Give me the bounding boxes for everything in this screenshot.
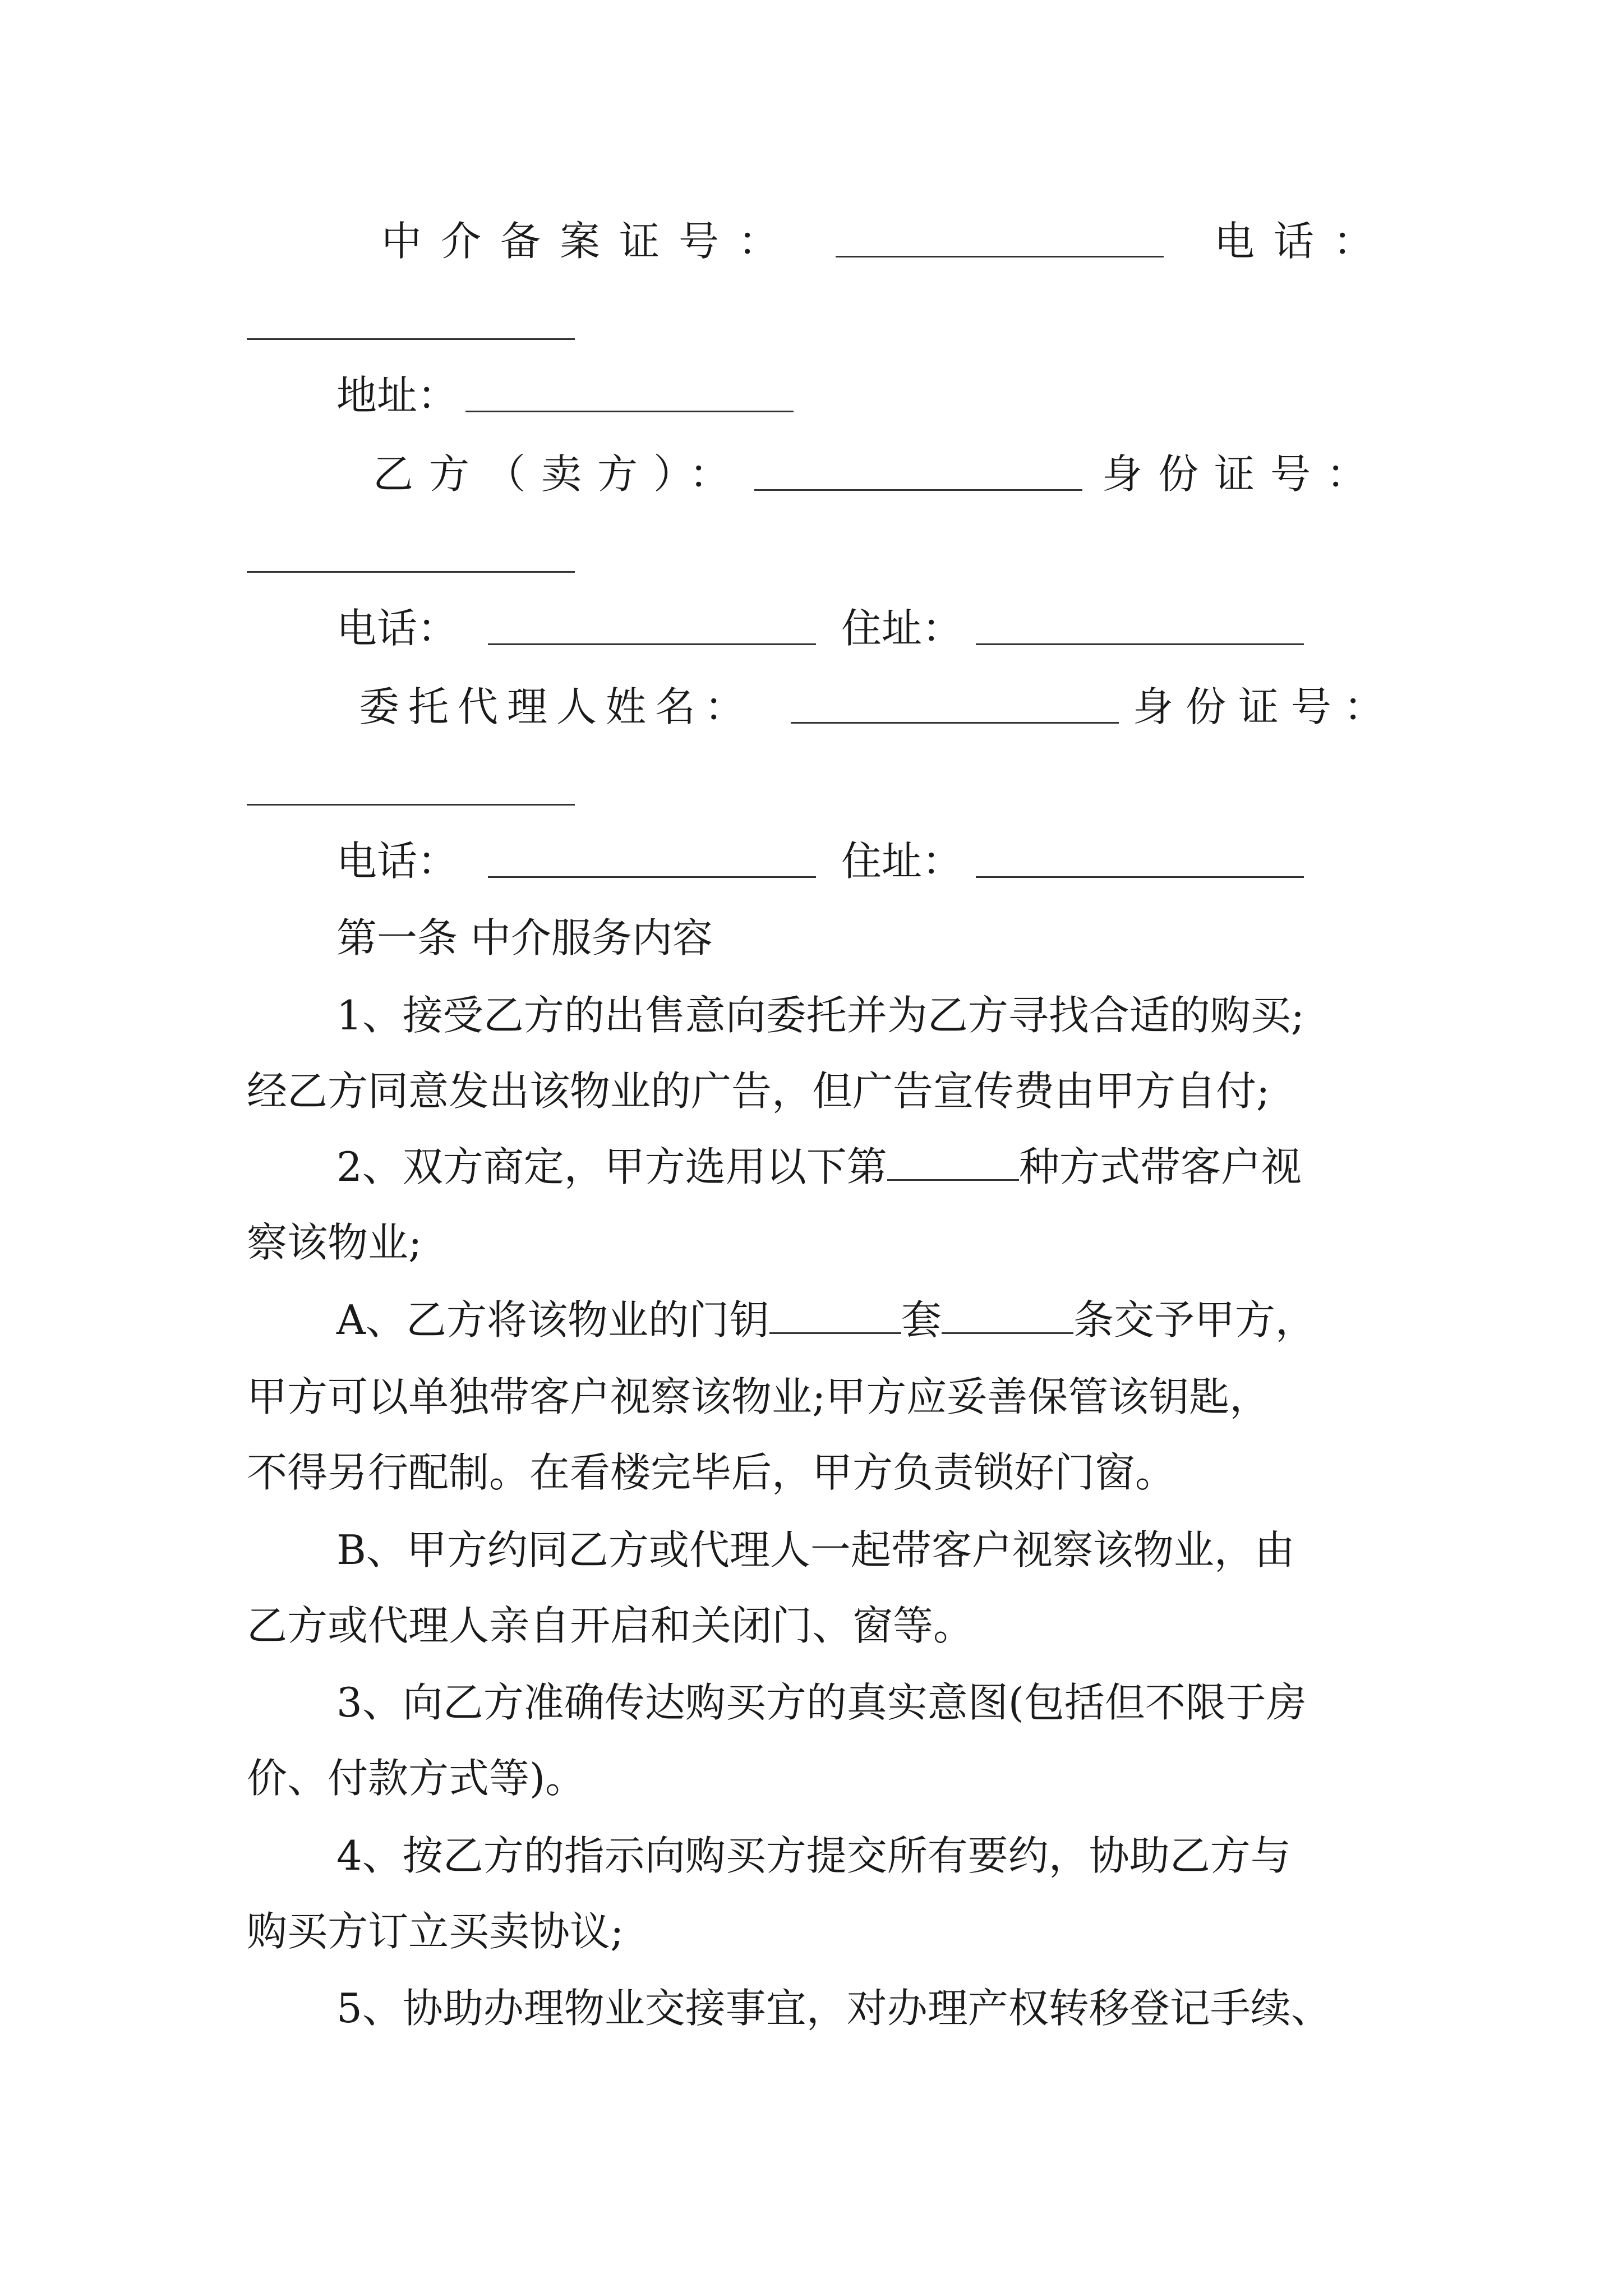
agent-residence-row (841, 833, 962, 889)
agent-phone-row (336, 833, 458, 889)
item-a-keys-field[interactable] (942, 1292, 1073, 1334)
seller-name-field[interactable] (754, 449, 1082, 491)
item-a-text-b: 套 (901, 1296, 942, 1343)
agency-phone-field[interactable] (247, 338, 575, 340)
item-1-line-2: 经乙方同意发出该物业的广告，但广告宣传费由甲方自付; (247, 1068, 1270, 1115)
seller-residence-row (841, 600, 962, 656)
item-a-text-a: A、乙方将该物业的门钥 (336, 1296, 769, 1343)
item-a-sets-field[interactable] (769, 1292, 901, 1334)
item-2-text-a: 2、双方商定，甲方选用以下第 (336, 1143, 887, 1190)
seller-residence-label: 住址： (841, 605, 963, 652)
item-2-line-1 (336, 1139, 1302, 1195)
agent-id-row (1133, 679, 1396, 735)
item-5-line-1: 5、协助办理物业交接事宜，对办理产权转移登记手续、 (336, 1985, 1331, 2032)
item-1-line-1: 1、接受乙方的出售意向委托并为乙方寻找合适的购买; (336, 992, 1305, 1039)
seller-id-field[interactable] (247, 571, 575, 573)
item-a-text-c: 条交予甲方， (1073, 1296, 1316, 1343)
item-3-line-2: 价、付款方式等)。 (247, 1755, 586, 1802)
address-label: 地址： (336, 372, 458, 419)
item-a-line-3: 不得另行配制。在看楼完毕后，甲方负责锁好门窗。 (247, 1449, 1176, 1496)
seller-phone-field[interactable] (488, 603, 816, 645)
item-a-line-2: 甲方可以单独带客户视察该物业;甲方应妥善保管该钥匙， (247, 1373, 1270, 1420)
agent-residence-field[interactable] (976, 836, 1304, 878)
agency-record-row (381, 213, 797, 269)
seller-id-row (1102, 446, 1382, 502)
agent-id-field[interactable] (247, 804, 575, 806)
item-a-line-1 (336, 1292, 1316, 1348)
item-3-line-1: 3、向乙方准确传达购买方的真实意图(包括但不限于房 (336, 1679, 1307, 1726)
agency-record-label: 中介备案证号： (381, 218, 798, 265)
agency-phone-label: 电话： (1214, 218, 1393, 265)
agent-name-field[interactable] (791, 682, 1119, 724)
agent-residence-label: 住址： (841, 838, 963, 885)
seller-row (373, 446, 745, 502)
seller-residence-field[interactable] (976, 603, 1304, 645)
seller-phone-label: 电话： (336, 605, 458, 652)
agent-phone-field[interactable] (488, 836, 816, 878)
agent-phone-label: 电话： (336, 838, 458, 885)
agent-name-label: 委托代理人姓名： (359, 683, 754, 730)
item-b-line-1: B、甲方约同乙方或代理人一起带客户视察该物业，由 (336, 1526, 1295, 1573)
item-4-line-2: 购买方订立买卖协议; (247, 1908, 624, 1955)
address-field[interactable] (465, 370, 794, 412)
article-1-title: 第一条 中介服务内容 (336, 914, 713, 961)
agency-record-field[interactable] (836, 215, 1164, 257)
agent-row (359, 679, 754, 735)
seller-phone-row (336, 600, 458, 656)
seller-id-label: 身份证号： (1102, 450, 1383, 498)
item-2-text-b: 种方式带客户视 (1018, 1143, 1302, 1190)
agency-phone-row (1214, 213, 1393, 269)
seller-label: 乙方（卖方）： (373, 450, 746, 498)
item-2-choice-field[interactable] (887, 1139, 1019, 1181)
address-row (336, 367, 458, 424)
agent-id-label: 身份证号： (1133, 683, 1397, 730)
item-4-line-1: 4、按乙方的指示向购买方提交所有要约，协助乙方与 (336, 1832, 1291, 1879)
item-b-line-2: 乙方或代理人亲自开启和关闭门、窗等。 (247, 1602, 974, 1649)
item-2-line-2: 察该物业; (247, 1219, 422, 1266)
